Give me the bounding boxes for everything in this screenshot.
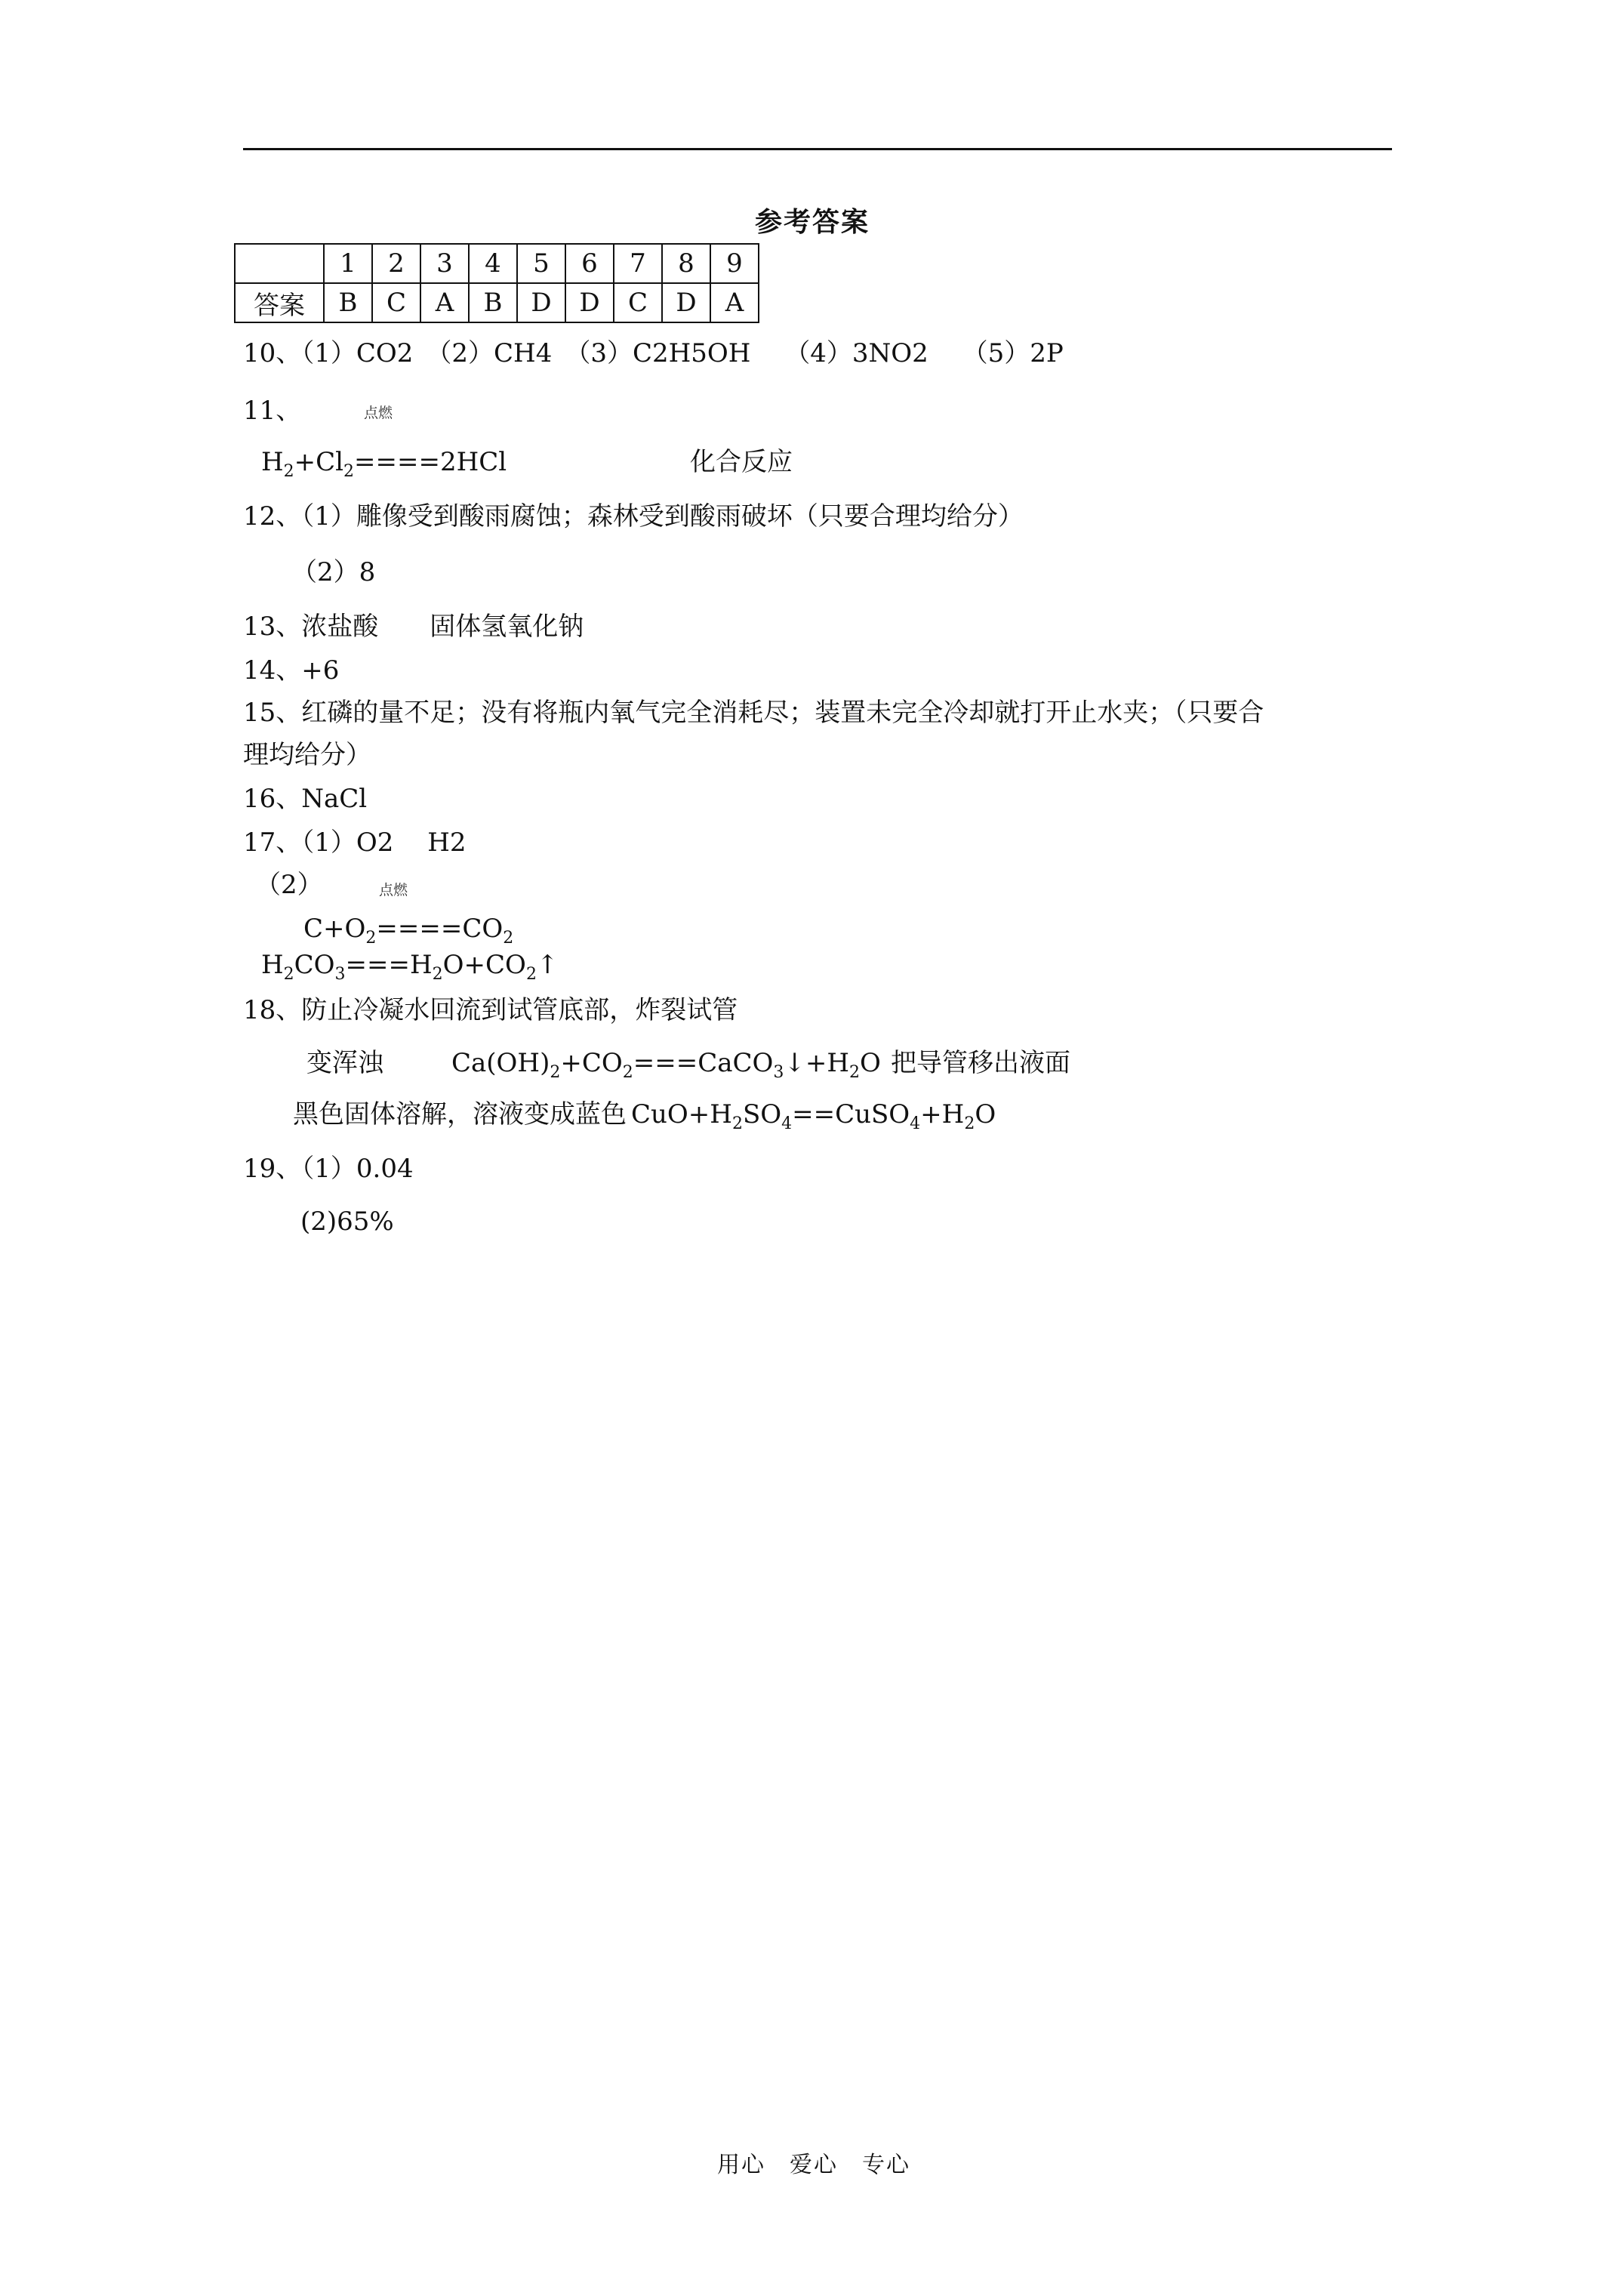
answer-12-line2: （2）8 bbox=[291, 557, 376, 587]
answer-16: 16、NaCl bbox=[243, 784, 368, 814]
answer-11-equation: $H_2+Cl_2====2HCl$ bbox=[261, 447, 507, 481]
table-cell: 4 bbox=[469, 244, 517, 283]
answer-17-equation-2: $H_2CO_3===H_2O+CO_2↑$ bbox=[261, 950, 559, 984]
table-cell: C bbox=[372, 283, 420, 322]
reaction-condition: 点燃 bbox=[379, 882, 408, 898]
answer-18-equation-1: $Ca(OH)_2+CO_2===CaCO_3↓+H_2O$ bbox=[451, 1048, 881, 1082]
table-cell: D bbox=[565, 283, 614, 322]
answer-18-operation: 把导管移出液面 bbox=[891, 1048, 1070, 1078]
answer-18-equation-2: $CuO+H_2SO_4==CuSO_4+H_2O$ bbox=[631, 1099, 996, 1133]
page-title: 参考答案 bbox=[755, 206, 870, 238]
table-cell: 5 bbox=[517, 244, 565, 283]
table-corner bbox=[235, 244, 324, 283]
table-cell: A bbox=[420, 283, 469, 322]
table-row-label: 答案 bbox=[235, 283, 324, 322]
answer-18-line1: 18、防止冷凝水回流到试管底部，炸裂试管 bbox=[243, 995, 738, 1025]
answer-17-equation-1: $C+O_2====CO_2$ bbox=[303, 914, 514, 948]
answer-12-line1: 12、（1）雕像受到酸雨腐蚀；森林受到酸雨破坏（只要合理均给分） bbox=[243, 501, 1024, 532]
table-row-answers bbox=[235, 283, 759, 322]
answer-11-type: 化合反应 bbox=[690, 447, 793, 477]
answer-14: 14、+6 bbox=[243, 655, 340, 686]
answer-table bbox=[234, 243, 759, 323]
answer-15-line1: 15、红磷的量不足；没有将瓶内氧气完全消耗尽；装置未完全冷却就打开止水夹；（只要合 bbox=[243, 698, 1264, 728]
table-cell: 8 bbox=[662, 244, 710, 283]
table-cell: 2 bbox=[372, 244, 420, 283]
table-cell: 6 bbox=[565, 244, 614, 283]
answer-18-observation-2: 黑色固体溶解，溶液变成蓝色 bbox=[293, 1099, 627, 1130]
table-cell: 9 bbox=[710, 244, 759, 283]
table-cell: 3 bbox=[420, 244, 469, 283]
header-rule bbox=[243, 148, 1392, 150]
answer-10: 10、（1）CO2 （2）CH4 （3）C2H5OH （4）3NO2 （5）2P bbox=[243, 338, 1064, 368]
table-cell: C bbox=[614, 283, 662, 322]
table-cell: 7 bbox=[614, 244, 662, 283]
answer-17-part2: （2） bbox=[255, 870, 323, 900]
table-cell: D bbox=[662, 283, 710, 322]
answer-19-line2: (2)65% bbox=[300, 1207, 394, 1237]
answer-15-line2: 理均给分） bbox=[243, 740, 371, 770]
table-cell: B bbox=[324, 283, 372, 322]
table-row-numbers bbox=[235, 244, 759, 283]
table-cell: A bbox=[710, 283, 759, 322]
answer-18-observation-1: 变浑浊 bbox=[306, 1048, 383, 1078]
answer-19-line1: 19、（1）0.04 bbox=[243, 1154, 414, 1184]
table-cell: 1 bbox=[324, 244, 372, 283]
answer-11-number: 11、 bbox=[243, 396, 302, 426]
answer-17-line1: 17、（1）O2 H2 bbox=[243, 827, 467, 858]
answer-13: 13、浓盐酸 固体氢氧化钠 bbox=[243, 612, 584, 642]
table-cell: D bbox=[517, 283, 565, 322]
page-footer: 用心 爱心 专心 bbox=[717, 2152, 910, 2178]
table-cell: B bbox=[469, 283, 517, 322]
reaction-condition: 点燃 bbox=[364, 405, 393, 421]
